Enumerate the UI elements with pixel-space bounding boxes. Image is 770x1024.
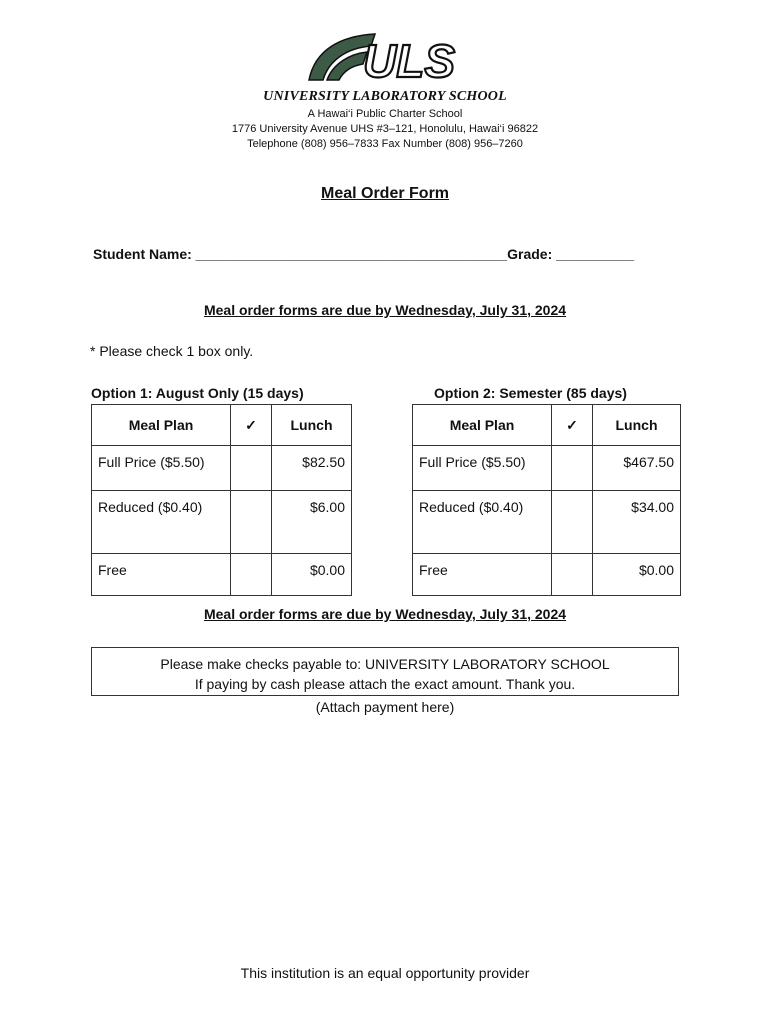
price-cell: $6.00 (272, 491, 352, 554)
price-cell: $467.50 (593, 446, 681, 491)
header-lunch: Lunch (272, 405, 352, 446)
checkbox-cell[interactable] (552, 491, 593, 554)
table-row (413, 491, 681, 554)
table-header-row (413, 405, 681, 446)
table-row (413, 446, 681, 491)
checkbox-cell[interactable] (552, 554, 593, 596)
school-address: 1776 University Avenue UHS #3–121, Honolulu, Hawai‘i 96822 (231, 123, 539, 135)
header-meal-plan: Meal Plan (92, 405, 231, 446)
header-check: ✓ (231, 405, 272, 446)
meal-plan-cell: Reduced ($0.40) (413, 491, 552, 554)
meal-plan-cell: Full Price ($5.50) (413, 446, 552, 491)
table-row (413, 554, 681, 596)
option-1-table (91, 404, 352, 596)
due-date-notice: Meal order forms are due by Wednesday, July 31, 2024 (203, 302, 567, 318)
table-row (92, 554, 352, 596)
option-2-table (412, 404, 681, 596)
table-header-row (92, 405, 352, 446)
student-name-grade-field[interactable]: Student Name: ________________________________________Grade: __________ (93, 246, 634, 262)
school-subtitle: A Hawai‘i Public Charter School (307, 108, 463, 120)
check-instruction: * Please check 1 box only. (90, 343, 254, 359)
school-name: UNIVERSITY LABORATORY SCHOOL (263, 89, 507, 104)
equal-opportunity-footer: This institution is an equal opportunity provider (240, 965, 530, 981)
form-title: Meal Order Form (320, 185, 450, 202)
due-date-notice-bottom: Meal order forms are due by Wednesday, July 31, 2024 (203, 606, 567, 622)
school-logo (305, 30, 465, 84)
meal-plan-cell: Free (92, 554, 231, 596)
header-check: ✓ (552, 405, 593, 446)
checkbox-cell[interactable] (231, 554, 272, 596)
meal-plan-cell: Reduced ($0.40) (92, 491, 231, 554)
payment-line-2: If paying by cash please attach the exact amount. Thank you. (194, 676, 576, 692)
table-row (92, 491, 352, 554)
logo-text: ULS (363, 35, 455, 84)
price-cell: $34.00 (593, 491, 681, 554)
checkbox-cell[interactable] (552, 446, 593, 491)
meal-plan-cell: Full Price ($5.50) (92, 446, 231, 491)
table-row (92, 446, 352, 491)
price-cell: $0.00 (272, 554, 352, 596)
payment-instructions-box (91, 647, 679, 696)
price-cell: $82.50 (272, 446, 352, 491)
option-2-title: Option 2: Semester (85 days) (434, 385, 627, 401)
header-meal-plan: Meal Plan (413, 405, 552, 446)
attach-payment-note: (Attach payment here) (315, 699, 455, 715)
meal-plan-cell: Free (413, 554, 552, 596)
option-1-title: Option 1: August Only (15 days) (91, 385, 304, 401)
checkbox-cell[interactable] (231, 446, 272, 491)
checkbox-cell[interactable] (231, 491, 272, 554)
header-lunch: Lunch (593, 405, 681, 446)
payment-line-1: Please make checks payable to: UNIVERSITY LABORATORY SCHOOL (160, 656, 610, 672)
price-cell: $0.00 (593, 554, 681, 596)
school-phone: Telephone (808) 956–7833 Fax Number (808) 956–7260 (247, 138, 523, 150)
